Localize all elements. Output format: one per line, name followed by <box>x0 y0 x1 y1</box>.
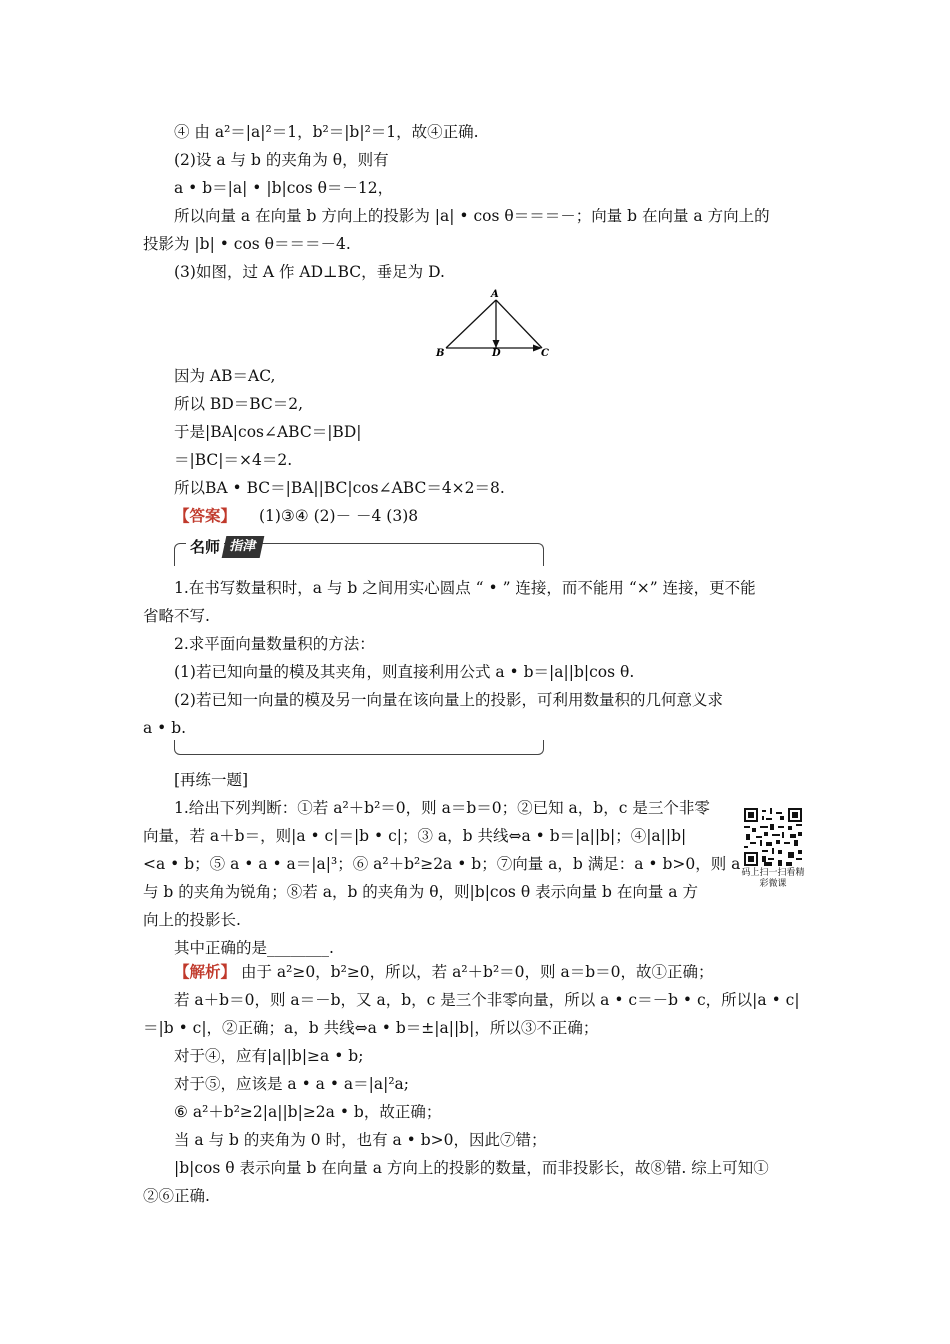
label-b: B <box>436 348 445 358</box>
tips-badge <box>186 536 262 558</box>
practice-line: <a • b；⑤ a • a • a＝|a|³；⑥ a²＋b²≥2a • b；⑦向量 a，b 满足：a • b>0，则 a <box>143 855 741 873</box>
practice-line: 其中正确的是________. <box>174 939 334 957</box>
tip-line: (1)若已知向量的模及其夹角，则直接利用公式 a • b＝|a||b|cos θ. <box>174 663 635 681</box>
answer-tag: 【答案】 <box>174 506 237 525</box>
analysis-line: 对于④，应有|a||b|≥a • b; <box>174 1047 364 1065</box>
tip-line: a • b. <box>143 719 187 737</box>
text-line: 投影为 |b| • cos θ＝＝＝－4. <box>143 235 351 253</box>
segment-ac <box>496 300 542 348</box>
tip-line: 2.求平面向量数量积的方法： <box>174 635 375 653</box>
analysis-tag: 【解析】 <box>174 962 237 981</box>
triangle-figure <box>430 286 560 358</box>
analysis-line: 对于⑤，应该是 a • a • a＝|a|²a; <box>174 1075 410 1093</box>
text-line: a • b＝|a| • |b|cos θ＝－12， <box>174 179 394 197</box>
text-line: 所以向量 a 在向量 b 方向上的投影为 |a| • cos θ＝＝＝－；向量 b 在向量 a 方向上的 <box>174 207 770 225</box>
segment-ab <box>446 300 496 348</box>
label-d: D <box>492 348 501 358</box>
practice-line: 向量，若 a＋b＝，则|a • c|＝|b • c|；③ a，b 共线⇔a • b＝|a||b|；④|a||b| <box>143 827 687 845</box>
text-line: (2)设 a 与 b 的夹角为 θ，则有 <box>174 151 389 169</box>
text-line: 所以BA • BC＝|BA||BC|cos∠ABC＝4×2＝8. <box>174 479 505 497</box>
badge-right: 指津 <box>222 536 265 558</box>
text-line: 于是|BA|cos∠ABC＝|BD| <box>174 423 362 441</box>
qr-caption: 码上扫一扫看精彩微课 <box>741 868 805 889</box>
analysis-line: |b|cos θ 表示向量 b 在向量 a 方向上的投影的数量，而非投影长，故⑧错. 综上可知① <box>174 1159 769 1177</box>
analysis-text: 由于 a²≥0，b²≥0，所以，若 a²＋b²＝0，则 a＝b＝0，故①正确； <box>240 963 714 981</box>
analysis-line: 若 a＋b＝0，则 a＝－b，又 a，b，c 是三个非零向量，所以 a • c＝－b • c，所以|a • c| <box>174 991 800 1009</box>
analysis-line: ＝|b • c|，②正确；a，b 共线⇔a • b＝±|a||b|，所以③不正确； <box>143 1019 599 1037</box>
text-line: ＝|BC|＝×4＝2. <box>174 451 293 469</box>
tips-box-bottom <box>174 740 544 755</box>
text-line: ④ 由 a²＝|a|²＝1，b²＝|b|²＝1，故④正确. <box>174 123 479 141</box>
text-line: (3)如图，过 A 作 AD⊥BC，垂足为 D. <box>174 263 445 281</box>
practice-line: 向上的投影长. <box>143 911 241 929</box>
tip-line: 1.在书写数量积时，a 与 b 之间用实心圆点 “ • ” 连接，而不能用 “×” 连接，更不能 <box>174 579 756 597</box>
analysis-line: ⑥ a²＋b²≥2|a||b|≥2a • b，故正确； <box>174 1103 442 1121</box>
analysis-line: ②⑥正确. <box>143 1187 210 1205</box>
practice-line: 与 b 的夹角为锐角；⑧若 a，b 的夹角为 θ，则|b|cos θ 表示向量 b 在向量 a 方 <box>143 883 698 901</box>
arrowhead-d <box>493 340 500 348</box>
qr-code-icon[interactable] <box>744 808 802 866</box>
text-line: 因为 AB＝AC, <box>174 367 276 385</box>
analysis-line: 当 a 与 b 的夹角为 0 时，也有 a • b>0，因此⑦错； <box>174 1131 547 1149</box>
answer-line <box>174 506 418 526</box>
text-line: 所以 BD＝BC＝2, <box>174 395 304 413</box>
tip-line: (2)若已知一向量的模及另一向量在该向量上的投影，可利用数量积的几何意义求 <box>174 691 723 709</box>
answer-text: (1)③④ (2)－ －4 (3)8 <box>258 507 419 525</box>
badge-left: 名师 <box>186 536 224 558</box>
practice-line: 1.给出下列判断：①若 a²＋b²＝0，则 a＝b＝0；②已知 a，b，c 是三个非零 <box>174 799 710 817</box>
analysis-line <box>174 962 714 982</box>
label-a: A <box>491 289 499 300</box>
tip-line: 省略不写. <box>143 607 210 625</box>
practice-title: [再练一题] <box>174 771 249 789</box>
label-c: C <box>541 348 549 358</box>
